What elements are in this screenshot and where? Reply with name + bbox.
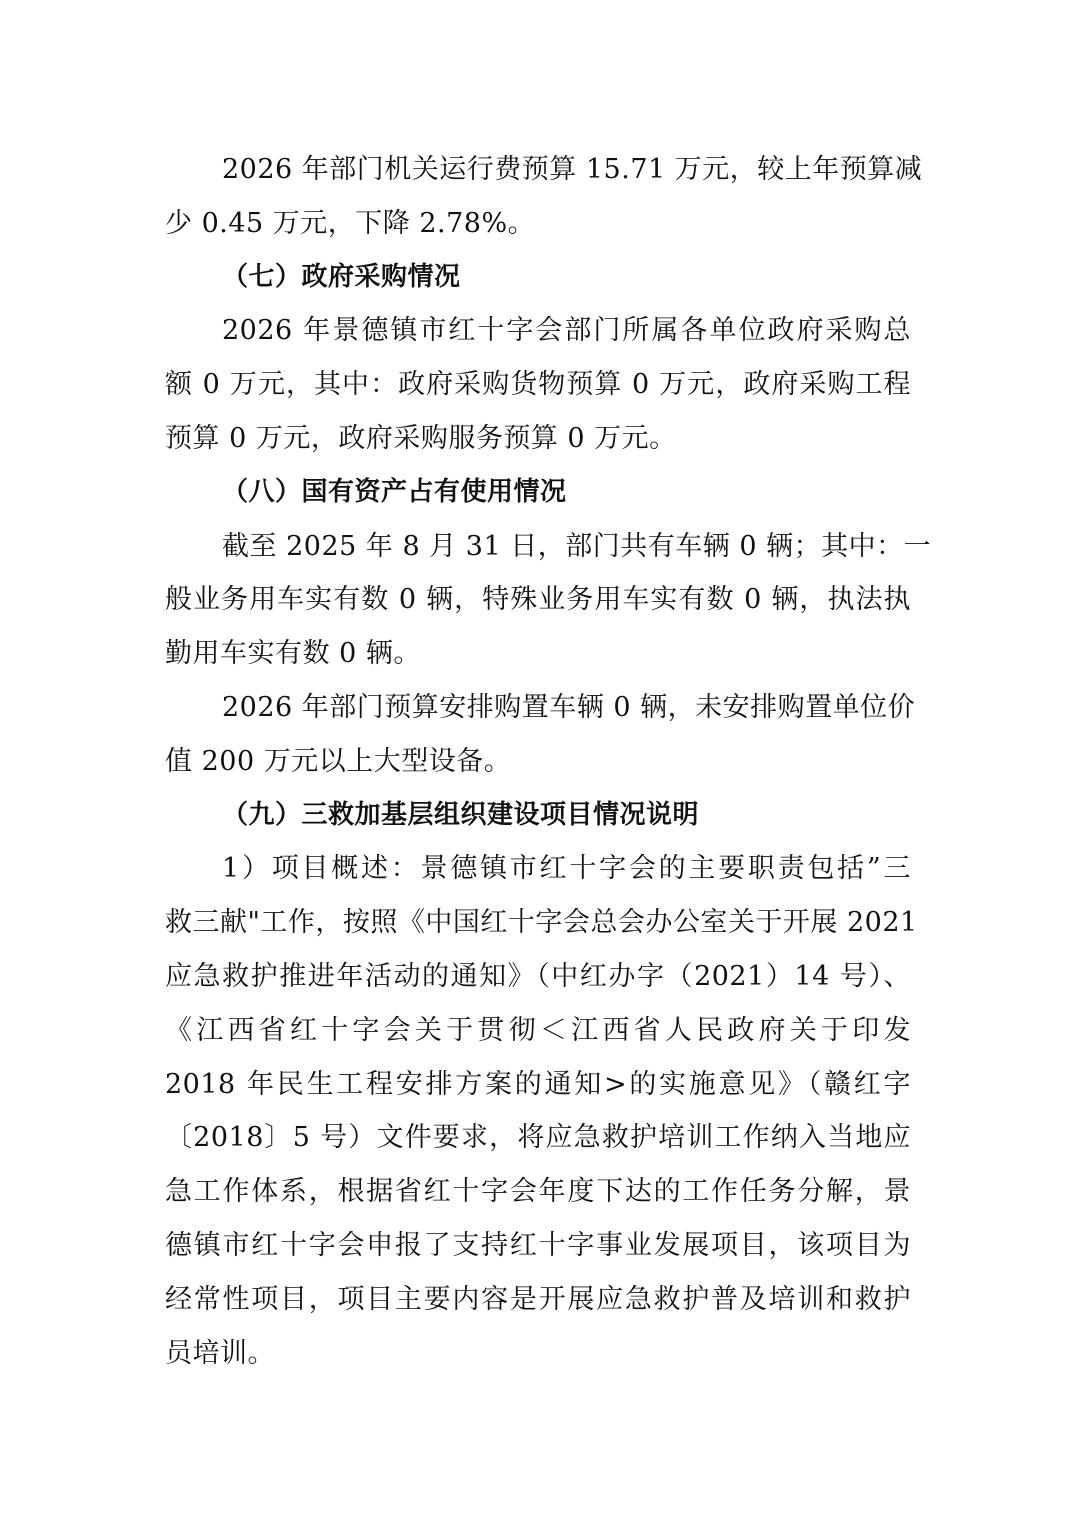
paragraph [165,143,923,251]
text-line: 般业务用车实有数 0 辆，特殊业务用车实有数 0 辆，执法执 [165,584,911,616]
text-line: 经常性项目，项目主要内容是开展应急救护普及培训和救护 [165,1283,911,1315]
document-body [165,143,932,1380]
text-line: 2026 年景德镇市红十字会部门所属各单位政府采购总 [222,315,911,347]
paragraph [165,681,916,789]
text-line: 1）项目概述：景德镇市红十字会的主要职责包括”三 [222,853,911,885]
text-line: 应急救护推进年活动的通知》（中红办字（2021）14 号）、 [165,960,911,992]
text-line: 德镇市红十字会申报了支持红十字事业发展项目，该项目为 [165,1229,911,1261]
text-line: 《江西省红十字会关于贯彻＜江西省人民政府关于印发 [165,1014,911,1046]
text-line: 救三献"工作，按照《中国红十字会总会办公室关于开展 2021 [165,907,918,939]
paragraph [165,520,932,681]
paragraph [165,842,918,1380]
text-line: 2026 年部门机关运行费预算 15.71 万元，较上年预算减 [222,154,923,185]
section-heading [165,466,911,520]
text-line: 2018 年民生工程安排方案的通知>的实施意见》（赣红字 [165,1068,911,1100]
text-line: 〔2018〕5 号）文件要求，将应急救护培训工作纳入当地应 [165,1122,911,1154]
text-line: 额 0 万元，其中：政府采购货物预算 0 万元，政府采购工程 [165,369,911,401]
text-line: 勤用车实有数 0 辆。 [165,638,421,670]
text-line: 少 0.45 万元，下降 2.78%。 [165,207,536,239]
section-heading [165,789,911,843]
text-line: 员培训。 [165,1337,275,1369]
heading-text: （九）三救加基层组织建设项目情况说明 [222,799,700,830]
text-line: 值 200 万元以上大型设备。 [165,745,512,777]
section-heading [165,251,911,305]
heading-text: （八）国有资产占有使用情况 [222,476,567,507]
text-line: 截至 2025 年 8 月 31 日，部门共有车辆 0 辆；其中：一 [222,530,932,562]
paragraph [165,304,911,465]
text-line: 急工作体系，根据省红十字会年度下达的工作任务分解，景 [165,1176,911,1208]
heading-text: （七）政府采购情况 [222,261,461,292]
text-line: 预算 0 万元，政府采购服务预算 0 万元。 [165,422,677,454]
text-line: 2026 年部门预算安排购置车辆 0 辆，未安排购置单位价 [222,691,916,723]
